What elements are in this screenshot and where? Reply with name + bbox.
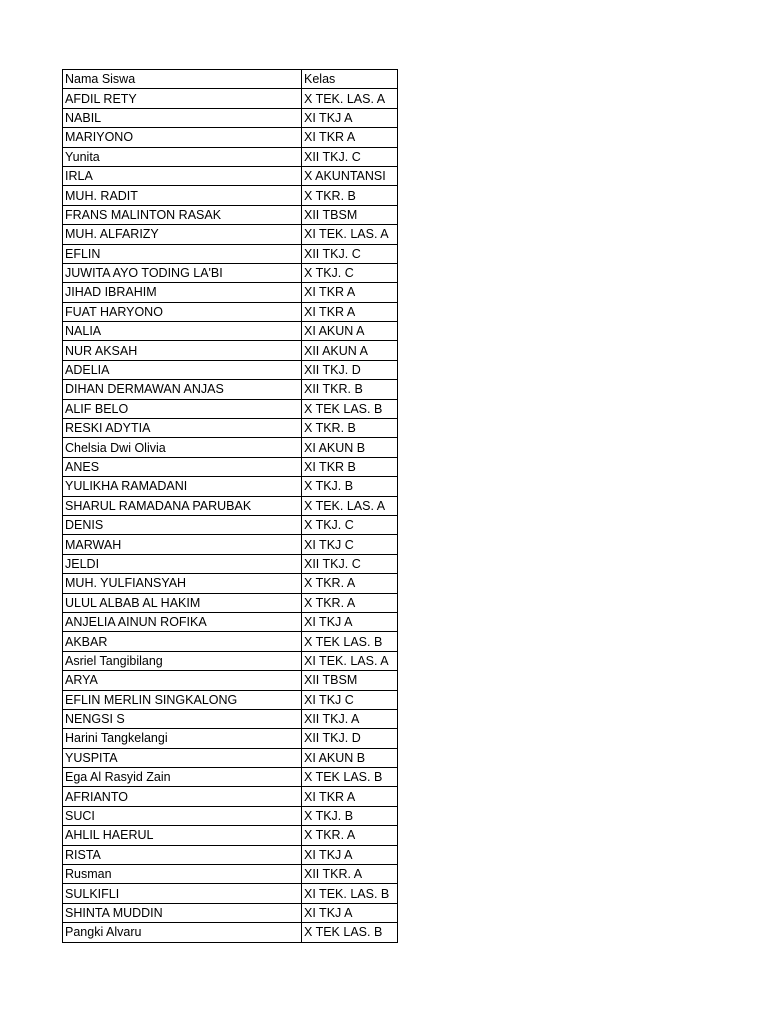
student-name-cell: EFLIN <box>63 244 302 263</box>
student-name-cell: SHARUL RAMADANA PARUBAK <box>63 496 302 515</box>
class-cell: XII TKR. B <box>302 380 398 399</box>
class-cell: XI AKUN A <box>302 322 398 341</box>
table-row <box>63 496 398 515</box>
table-row <box>63 574 398 593</box>
table-row <box>63 419 398 438</box>
class-cell: X TEK LAS. B <box>302 399 398 418</box>
table-row <box>63 302 398 321</box>
student-class-table <box>62 69 398 943</box>
table-row <box>63 225 398 244</box>
class-cell: X TKR. A <box>302 826 398 845</box>
class-cell: XI AKUN B <box>302 438 398 457</box>
student-name-cell: ARYA <box>63 671 302 690</box>
student-name-cell: MUH. RADIT <box>63 186 302 205</box>
class-cell: XI TKJ A <box>302 612 398 631</box>
student-name-cell: ADELIA <box>63 360 302 379</box>
header-nama-siswa: Nama Siswa <box>63 70 302 89</box>
class-cell: XI TKJ C <box>302 690 398 709</box>
table-row <box>63 263 398 282</box>
class-cell: X TKR. B <box>302 186 398 205</box>
student-name-cell: FUAT HARYONO <box>63 302 302 321</box>
table-row <box>63 612 398 631</box>
class-cell: XI TKR A <box>302 787 398 806</box>
student-name-cell: YULIKHA RAMADANI <box>63 477 302 496</box>
student-name-cell: ALIF BELO <box>63 399 302 418</box>
class-cell: X TEK. LAS. A <box>302 496 398 515</box>
student-class-sheet <box>62 69 398 943</box>
student-name-cell: Asriel Tangibilang <box>63 651 302 670</box>
class-cell: XII TKJ. C <box>302 554 398 573</box>
class-cell: X TEK. LAS. A <box>302 89 398 108</box>
table-row <box>63 651 398 670</box>
class-cell: X AKUNTANSI <box>302 166 398 185</box>
class-cell: XI TKJ A <box>302 845 398 864</box>
student-name-cell: NALIA <box>63 322 302 341</box>
table-row <box>63 186 398 205</box>
student-name-cell: AKBAR <box>63 632 302 651</box>
table-row <box>63 632 398 651</box>
student-name-cell: AHLIL HAERUL <box>63 826 302 845</box>
table-row <box>63 554 398 573</box>
class-cell: XII AKUN A <box>302 341 398 360</box>
table-row <box>63 593 398 612</box>
table-row <box>63 806 398 825</box>
table-row <box>63 535 398 554</box>
table-row <box>63 923 398 942</box>
table-row <box>63 884 398 903</box>
class-cell: XI TKJ A <box>302 903 398 922</box>
student-name-cell: YUSPITA <box>63 748 302 767</box>
class-cell: X TKJ. C <box>302 515 398 534</box>
student-name-cell: MARIYONO <box>63 128 302 147</box>
table-row <box>63 477 398 496</box>
table-row <box>63 457 398 476</box>
table-row <box>63 826 398 845</box>
table-row <box>63 865 398 884</box>
student-name-cell: Harini Tangkelangi <box>63 729 302 748</box>
table-row <box>63 244 398 263</box>
table-row <box>63 515 398 534</box>
class-cell: XI TEK. LAS. A <box>302 651 398 670</box>
class-cell: XI TKR B <box>302 457 398 476</box>
student-name-cell: EFLIN MERLIN SINGKALONG <box>63 690 302 709</box>
table-body <box>63 70 398 943</box>
table-row <box>63 903 398 922</box>
table-row <box>63 748 398 767</box>
student-name-cell: RESKI ADYTIA <box>63 419 302 438</box>
table-row <box>63 283 398 302</box>
table-row <box>63 166 398 185</box>
table-row <box>63 729 398 748</box>
student-name-cell: NENGSI S <box>63 709 302 728</box>
student-name-cell: AFDIL RETY <box>63 89 302 108</box>
class-cell: XI TEK. LAS. B <box>302 884 398 903</box>
table-row <box>63 399 398 418</box>
table-row <box>63 845 398 864</box>
table-row <box>63 787 398 806</box>
class-cell: X TKJ. B <box>302 477 398 496</box>
student-name-cell: ULUL ALBAB AL HAKIM <box>63 593 302 612</box>
student-name-cell: NUR AKSAH <box>63 341 302 360</box>
class-cell: XII TKR. A <box>302 865 398 884</box>
student-name-cell: ANES <box>63 457 302 476</box>
class-cell: XII TBSM <box>302 671 398 690</box>
table-row <box>63 108 398 127</box>
student-name-cell: SUCI <box>63 806 302 825</box>
table-row <box>63 438 398 457</box>
class-cell: XI AKUN B <box>302 748 398 767</box>
table-row <box>63 205 398 224</box>
student-name-cell: Pangki Alvaru <box>63 923 302 942</box>
class-cell: XI TKR A <box>302 283 398 302</box>
student-name-cell: SULKIFLI <box>63 884 302 903</box>
table-row <box>63 147 398 166</box>
student-name-cell: DENIS <box>63 515 302 534</box>
class-cell: X TEK LAS. B <box>302 768 398 787</box>
class-cell: X TEK LAS. B <box>302 923 398 942</box>
table-row <box>63 671 398 690</box>
class-cell: XI TKR A <box>302 128 398 147</box>
class-cell: XI TKJ A <box>302 108 398 127</box>
student-name-cell: NABIL <box>63 108 302 127</box>
class-cell: X TKR. A <box>302 574 398 593</box>
student-name-cell: Ega Al Rasyid Zain <box>63 768 302 787</box>
student-name-cell: JUWITA AYO TODING LA'BI <box>63 263 302 282</box>
student-name-cell: ANJELIA AINUN ROFIKA <box>63 612 302 631</box>
class-cell: XII TKJ. D <box>302 729 398 748</box>
class-cell: XI TKJ C <box>302 535 398 554</box>
class-cell: XII TBSM <box>302 205 398 224</box>
table-row <box>63 380 398 399</box>
class-cell: XII TKJ. D <box>302 360 398 379</box>
table-row <box>63 322 398 341</box>
student-name-cell: JIHAD IBRAHIM <box>63 283 302 302</box>
student-name-cell: SHINTA MUDDIN <box>63 903 302 922</box>
table-row <box>63 768 398 787</box>
table-row <box>63 709 398 728</box>
table-row <box>63 341 398 360</box>
class-cell: XII TKJ. C <box>302 147 398 166</box>
class-cell: X TKJ. B <box>302 806 398 825</box>
student-name-cell: MARWAH <box>63 535 302 554</box>
class-cell: X TEK LAS. B <box>302 632 398 651</box>
class-cell: XII TKJ. A <box>302 709 398 728</box>
student-name-cell: AFRIANTO <box>63 787 302 806</box>
class-cell: XI TEK. LAS. A <box>302 225 398 244</box>
class-cell: X TKR. B <box>302 419 398 438</box>
table-row <box>63 128 398 147</box>
student-name-cell: JELDI <box>63 554 302 573</box>
student-name-cell: Chelsia Dwi Olivia <box>63 438 302 457</box>
table-row <box>63 89 398 108</box>
student-name-cell: Yunita <box>63 147 302 166</box>
table-row <box>63 690 398 709</box>
student-name-cell: MUH. YULFIANSYAH <box>63 574 302 593</box>
student-name-cell: MUH. ALFARIZY <box>63 225 302 244</box>
student-name-cell: IRLA <box>63 166 302 185</box>
class-cell: XII TKJ. C <box>302 244 398 263</box>
table-header-row <box>63 70 398 89</box>
class-cell: X TKR. A <box>302 593 398 612</box>
table-row <box>63 360 398 379</box>
student-name-cell: Rusman <box>63 865 302 884</box>
student-name-cell: FRANS MALINTON RASAK <box>63 205 302 224</box>
header-kelas: Kelas <box>302 70 398 89</box>
class-cell: X TKJ. C <box>302 263 398 282</box>
student-name-cell: RISTA <box>63 845 302 864</box>
class-cell: XI TKR A <box>302 302 398 321</box>
student-name-cell: DIHAN DERMAWAN ANJAS <box>63 380 302 399</box>
